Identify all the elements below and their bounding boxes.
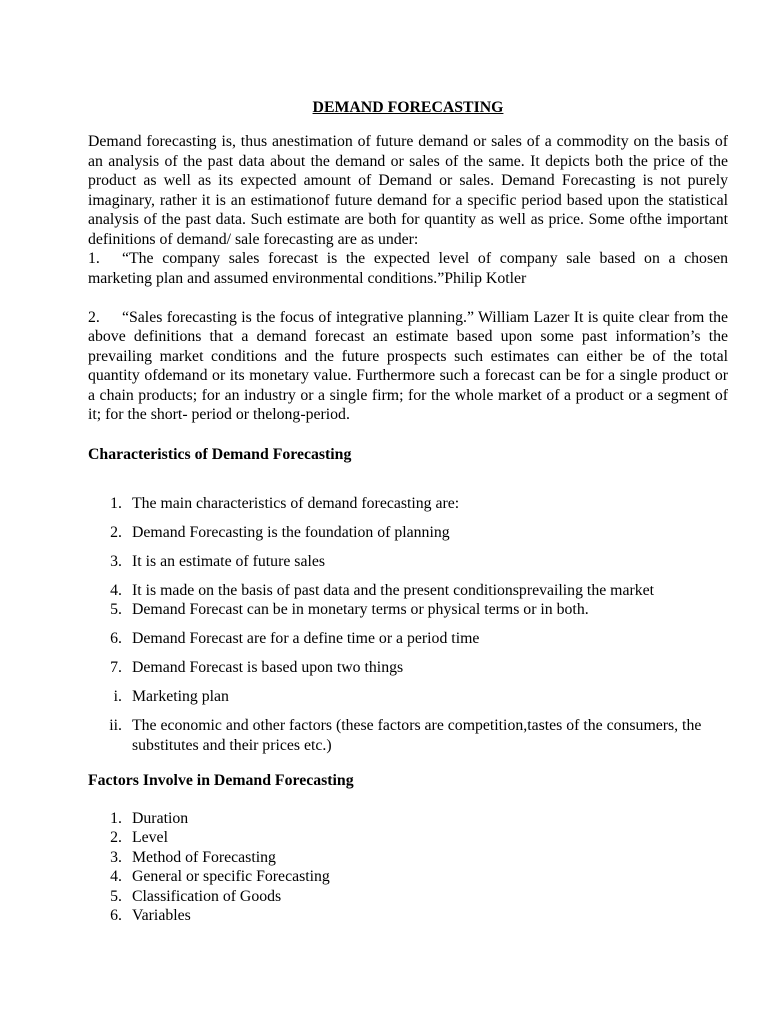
document-title: DEMAND FORECASTING xyxy=(312,99,504,116)
characteristics-heading: Characteristics of Demand Forecasting xyxy=(88,445,352,463)
list-item: 6. Variables xyxy=(110,907,191,924)
definition-text: “Sales forecasting is the focus of integrative planning.” William Lazer It is quite clear from the above definitions that a demand forecast an estimate based upon some past information’s the prevailing market conditions and the future prospects such estimates can either be of the total quantity ofdemand or its monetary value. Furthermore such a forecast can be for a single product or a chain products; for an industry or a single firm; for the whole market of a product or a segment of it; for the short- period or thelong-period. xyxy=(88,308,728,423)
list-item: 5. Demand Forecast can be in monetary terms or physical terms or in both. xyxy=(110,601,589,618)
definition-number: 2. xyxy=(88,308,100,326)
list-item: 2. Demand Forecasting is the foundation of planning xyxy=(110,523,450,541)
definition-text: “The company sales forecast is the expected level of company sale based on a chosen marketing plan and assumed environmental conditions.”Philip Kotler xyxy=(88,250,728,287)
list-item: 6. Demand Forecast are for a define time or a period time xyxy=(110,630,480,647)
factors-list xyxy=(88,809,728,926)
list-item: 3. Method of Forecasting xyxy=(110,848,276,866)
definition-1 xyxy=(88,249,728,288)
factors-heading: Factors Involve in Demand Forecasting xyxy=(88,771,354,789)
list-item: 1. The main characteristics of demand forecasting are: xyxy=(110,494,460,512)
characteristics-list xyxy=(88,494,728,756)
intro-paragraph: Demand forecasting is, thus anestimation of future demand or sales of a commodity on the basis of an analysis of the past data about the demand or sales of the same. It depicts both the price of the product as well as its expected amount of Demand or sales. Demand Forecasting is not purely imaginary, rather it is an estimationof future demand for a specific period based upon the statistical analysis of the past data. Such estimate are both for quantity as well as price. Some ofthe important definitions of demand/ sale forecasting are as under: xyxy=(88,133,728,248)
definition-number: 1. xyxy=(88,250,100,267)
definition-2 xyxy=(88,308,728,425)
document-page xyxy=(88,96,728,926)
list-item: 3. It is an estimate of future sales xyxy=(110,552,326,570)
list-item: i. Marketing plan xyxy=(113,688,229,705)
list-item: ii. The economic and other factors (these factors are competition,tastes of the consumers, the substitutes and their prices etc.) xyxy=(109,717,702,754)
list-item: 7. Demand Forecast is based upon two things xyxy=(110,659,404,676)
list-item: 1. Duration xyxy=(110,809,189,827)
list-item: 2. Level xyxy=(110,829,168,846)
list-item: 4. General or specific Forecasting xyxy=(110,868,330,885)
list-item: 4. It is made on the basis of past data and the present conditionsprevailing the market xyxy=(110,581,655,599)
list-item: 5. Classification of Goods xyxy=(110,887,282,905)
